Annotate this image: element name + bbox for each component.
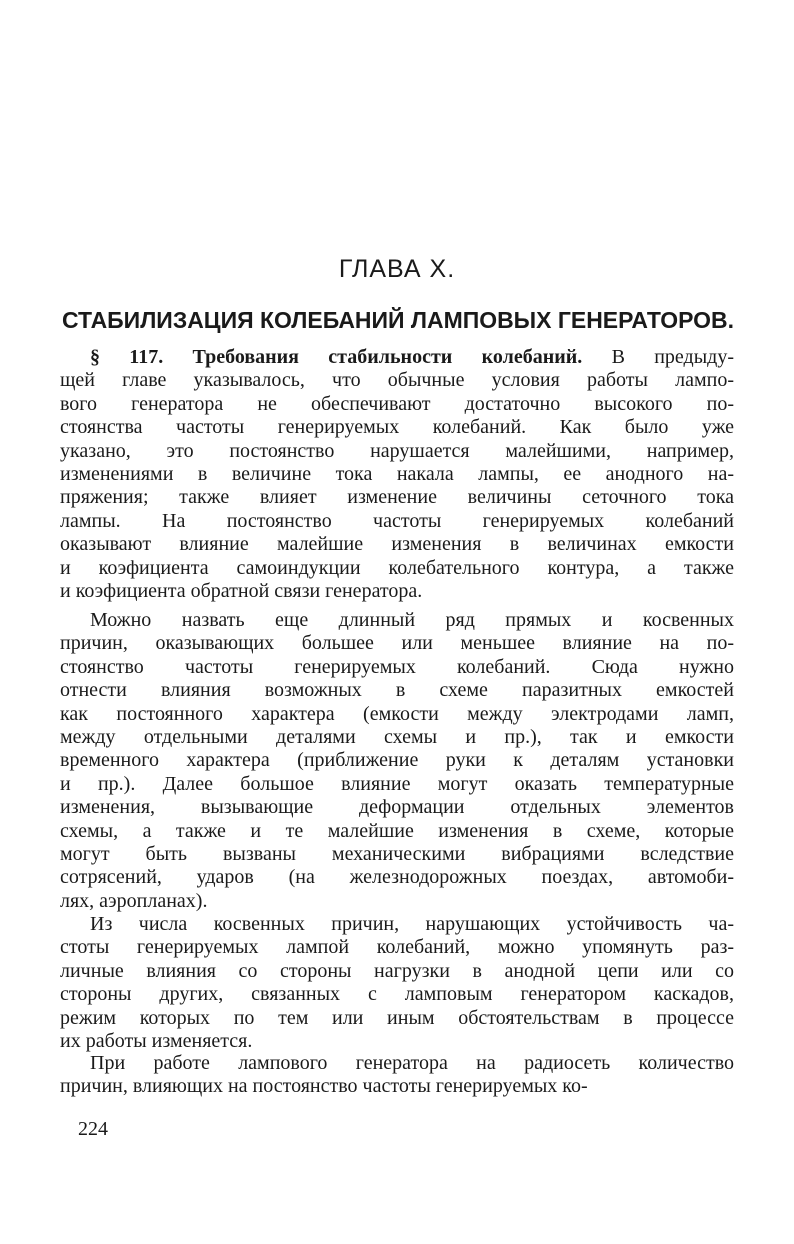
page-number: 224 [78,1118,108,1140]
text-line: сотрясений, ударов (на железнодорожных поездах, автомоби- [60,866,734,889]
text-line: и пр.). Далее большое влияние могут оказать температурные [60,772,734,795]
text-line: временного характера (приближение руки к деталям установки [60,749,734,772]
text-line: отнести влияния возможных в схеме паразитных емкостей [60,679,734,702]
paragraph-1 [60,346,734,603]
text-line: стоянство частоты генерируемых колебаний. Сюда нужно [60,655,734,678]
paragraph-4 [60,1052,734,1099]
paragraph-2 [60,609,734,913]
text-line [60,346,734,369]
text-line: оказывают влияние малейшие изменения в величинах емкости [60,533,734,556]
section-title: § 117. Требования стабильности колебаний. [90,346,583,368]
text-line: лампы. На постоянство частоты генерируемых колебаний [60,509,734,532]
text-line: причин, влияющих на постоянство частоты генерируемых ко- [60,1075,588,1098]
text-line: между отдельными деталями схемы и пр.), так и емкости [60,725,734,748]
text-line: Из числа косвенных причин, нарушающих устойчивость ча- [90,913,734,935]
text-line: лях, аэропланах). [60,889,208,912]
text-line: вого генератора не обеспечивают достаточно высокого по- [60,392,734,415]
text-line: личные влияния со стороны нагрузки в анодной цепи или со [60,959,734,982]
text-line: схемы, а также и те малейшие изменения в схеме, которые [60,819,734,842]
chapter-heading: СТАБИЛИЗАЦИЯ КОЛЕБАНИЙ ЛАМПОВЫХ ГЕНЕРАТОРОВ. [62,307,735,333]
text-line: и коэфициента обратной связи генератора. [60,579,423,602]
text-line: указано, это постоянство нарушается малейшими, например, [60,439,734,462]
text-line: стоянства частоты генерируемых колебаний. Как было уже [60,416,734,439]
text-line: стоты генерируемых лампой колебаний, можно упомянуть раз- [60,936,734,959]
text-line: пряжения; также влияет изменение величины сеточного тока [60,486,734,509]
text-line: их работы изменяется. [60,1029,253,1052]
text-line: могут быть вызваны механическими вибрациями вследствие [60,842,734,865]
paragraph-3 [60,913,734,1053]
text-span: В предыду- [582,346,734,368]
text-line: и коэфициента самоиндукции колебательного контура, а также [60,556,734,579]
text-line: изменения, вызывающие деформации отдельных элементов [60,796,734,819]
text-line: щей главе указывалось, что обычные условия работы лампо- [60,369,734,392]
text-line: стороны других, связанных с ламповым генератором каскадов, [60,983,734,1006]
chapter-title: ГЛАВА X. [338,255,456,283]
text-line: При работе лампового генератора на радиосеть количество [90,1052,734,1074]
text-line: Можно назвать еще длинный ряд прямых и косвенных [90,609,734,631]
text-line: как постоянного характера (емкости между электродами ламп, [60,702,734,725]
text-line: режим которых по тем или иным обстоятельствам в процессе [60,1006,734,1029]
text-line: изменениями в величине тока накала лампы, ее анодного на- [60,462,734,485]
text-line: причин, оказывающих большее или меньшее влияние на по- [60,632,734,655]
